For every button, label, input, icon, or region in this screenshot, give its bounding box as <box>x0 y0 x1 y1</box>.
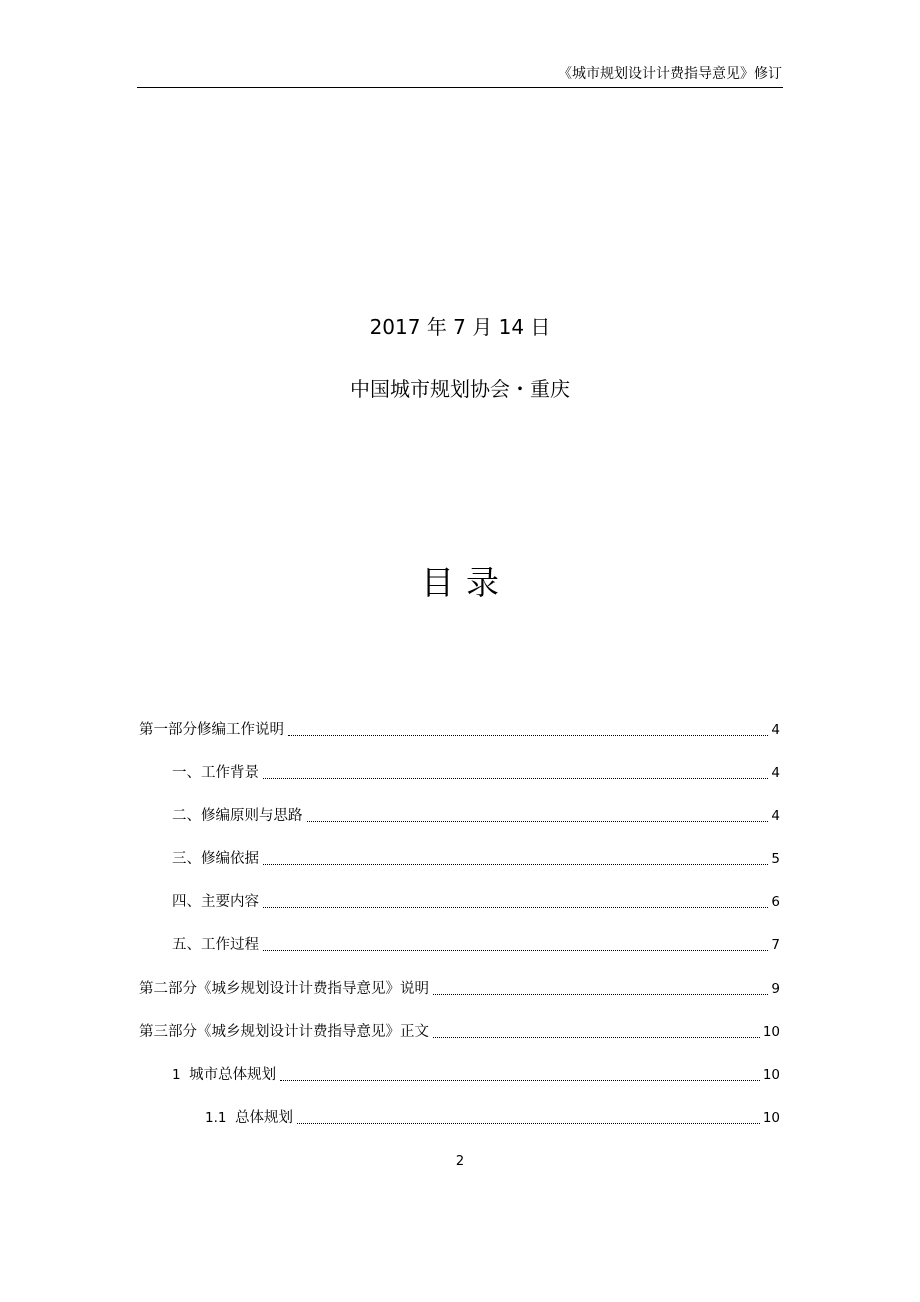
toc-entry[interactable] <box>172 848 780 870</box>
toc-entry[interactable] <box>172 891 780 913</box>
document-date: 2017 年 7 月 14 日 <box>369 315 551 339</box>
toc-entry[interactable] <box>139 978 780 1000</box>
toc-entry-label: 1 城市总体规划 <box>172 1067 277 1083</box>
toc-leader-dots <box>263 778 768 779</box>
toc-entry-label: 一、工作背景 <box>172 765 259 781</box>
toc-leader-dots <box>263 864 768 865</box>
toc-entry[interactable] <box>172 1064 780 1086</box>
toc-title: 目录 <box>421 563 511 602</box>
toc-entry-label: 三、修编依据 <box>172 851 259 867</box>
toc-entry-page: 6 <box>771 894 780 910</box>
toc-entry[interactable] <box>172 934 780 956</box>
toc-leader-dots <box>433 994 768 995</box>
toc-entry-page: 10 <box>762 1024 780 1040</box>
page-number: 2 <box>455 1154 465 1169</box>
toc-entry-label: 第一部分修编工作说明 <box>139 722 284 738</box>
toc-entry-label: 第二部分《城乡规划设计计费指导意见》说明 <box>139 981 429 997</box>
toc-entry-page: 7 <box>771 937 780 953</box>
toc-entry-label: 四、主要内容 <box>172 894 259 910</box>
toc-entry-page: 10 <box>762 1067 780 1083</box>
toc-entry-label: 第三部分《城乡规划设计计费指导意见》正文 <box>139 1024 429 1040</box>
toc-entry[interactable] <box>139 719 780 741</box>
running-header-title: 《城市规划设计计费指导意见》修订 <box>558 66 782 82</box>
toc-entry-label: 五、工作过程 <box>172 937 259 953</box>
toc-leader-dots <box>433 1037 760 1038</box>
toc-entry[interactable] <box>172 762 780 784</box>
toc-entry-page: 10 <box>762 1110 780 1126</box>
header-divider <box>137 87 783 88</box>
toc-entry-label: 二、修编原则与思路 <box>172 808 303 824</box>
toc-leader-dots <box>263 907 768 908</box>
toc-entry-page: 9 <box>771 981 780 997</box>
toc-entry-page: 4 <box>771 722 780 738</box>
organization-name: 中国城市规划协会・重庆 <box>350 377 570 401</box>
toc-entry[interactable] <box>139 1021 780 1043</box>
toc-entry-page: 4 <box>771 808 780 824</box>
toc-entry-page: 4 <box>771 765 780 781</box>
toc-leader-dots <box>307 821 769 822</box>
toc-entry-label: 1.1 总体规划 <box>205 1110 294 1126</box>
toc-entry[interactable] <box>172 805 780 827</box>
toc-leader-dots <box>288 735 768 736</box>
toc-entry-page: 5 <box>771 851 780 867</box>
toc-entry[interactable] <box>205 1107 780 1129</box>
toc-leader-dots <box>297 1123 760 1124</box>
toc-leader-dots <box>280 1080 760 1081</box>
toc-leader-dots <box>263 950 768 951</box>
